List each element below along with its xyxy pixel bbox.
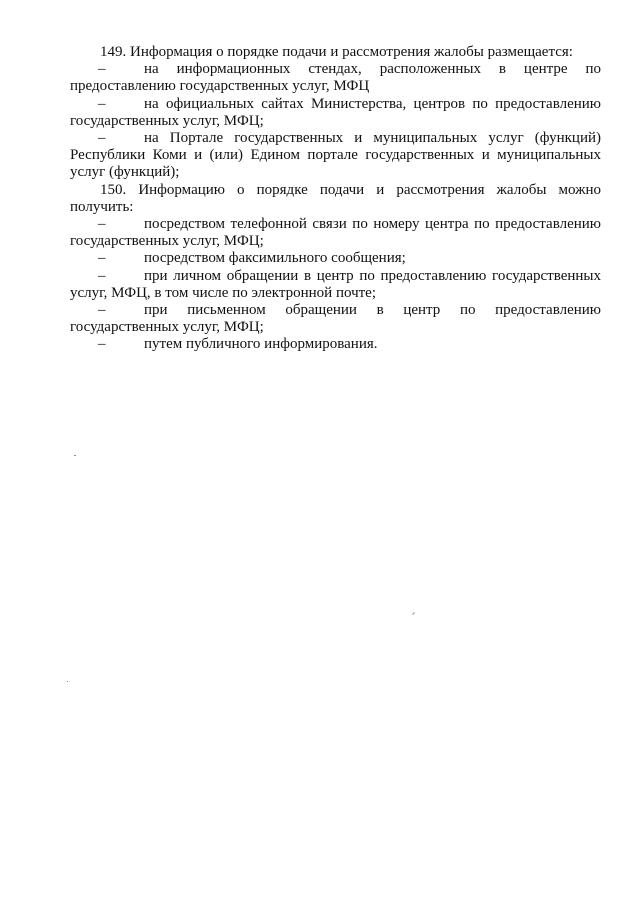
paragraph-150-item-1	[70, 216, 601, 250]
list-item-text: при письменном обращении в центр по предоставлению государственных услуг, МФЦ;	[70, 302, 601, 336]
dash-marker: –	[98, 267, 106, 284]
paragraph-150-item-5	[70, 336, 601, 353]
document-body	[70, 44, 601, 354]
paragraph-149-item-2	[70, 96, 601, 130]
dash-marker: –	[98, 250, 106, 267]
list-item-text: на Портале государственных и муниципальных услуг (функций) Республики Коми и (или) Едином портале государственных и муниципальных услуг (функций);	[70, 130, 601, 181]
paragraph-150-item-3	[70, 268, 601, 302]
list-item-text: посредством факсимильного сообщения;	[144, 250, 406, 267]
paragraph-149-item-3	[70, 130, 601, 182]
list-item-text: на официальных сайтах Министерства, центров по предоставлению государственных услуг, МФЦ;	[70, 95, 601, 129]
dash-marker: –	[98, 216, 106, 233]
list-item-text: путем публичного информирования.	[144, 336, 378, 353]
paragraph-149-item-1	[70, 61, 601, 95]
scan-speck	[412, 612, 415, 615]
list-item-text: посредством телефонной связи по номеру центра по предоставлению государственных услуг, МФЦ;	[70, 216, 601, 250]
scan-speck	[67, 681, 68, 682]
paragraph-150-item-2	[70, 250, 601, 267]
dash-marker: –	[98, 130, 106, 147]
list-item-text: при личном обращении в центр по предоставлению государственных услуг, МФЦ, в том числе по электронной почте;	[70, 267, 601, 301]
list-item-text: на информационных стендах, расположенных в центре по предоставлению государственных услуг, МФЦ	[70, 61, 601, 95]
paragraph-149-heading: 149. Информация о порядке подачи и рассмотрения жалобы размещается:	[100, 44, 573, 60]
dash-marker: –	[98, 95, 106, 112]
paragraph-150-heading: 150. Информацию о порядке подачи и рассмотрения жалобы можно получить:	[70, 181, 601, 215]
dash-marker: –	[98, 336, 106, 353]
dash-marker: –	[98, 302, 106, 319]
dash-marker: –	[98, 61, 106, 78]
paragraph-150-item-4	[70, 302, 601, 336]
scan-speck	[74, 455, 76, 456]
